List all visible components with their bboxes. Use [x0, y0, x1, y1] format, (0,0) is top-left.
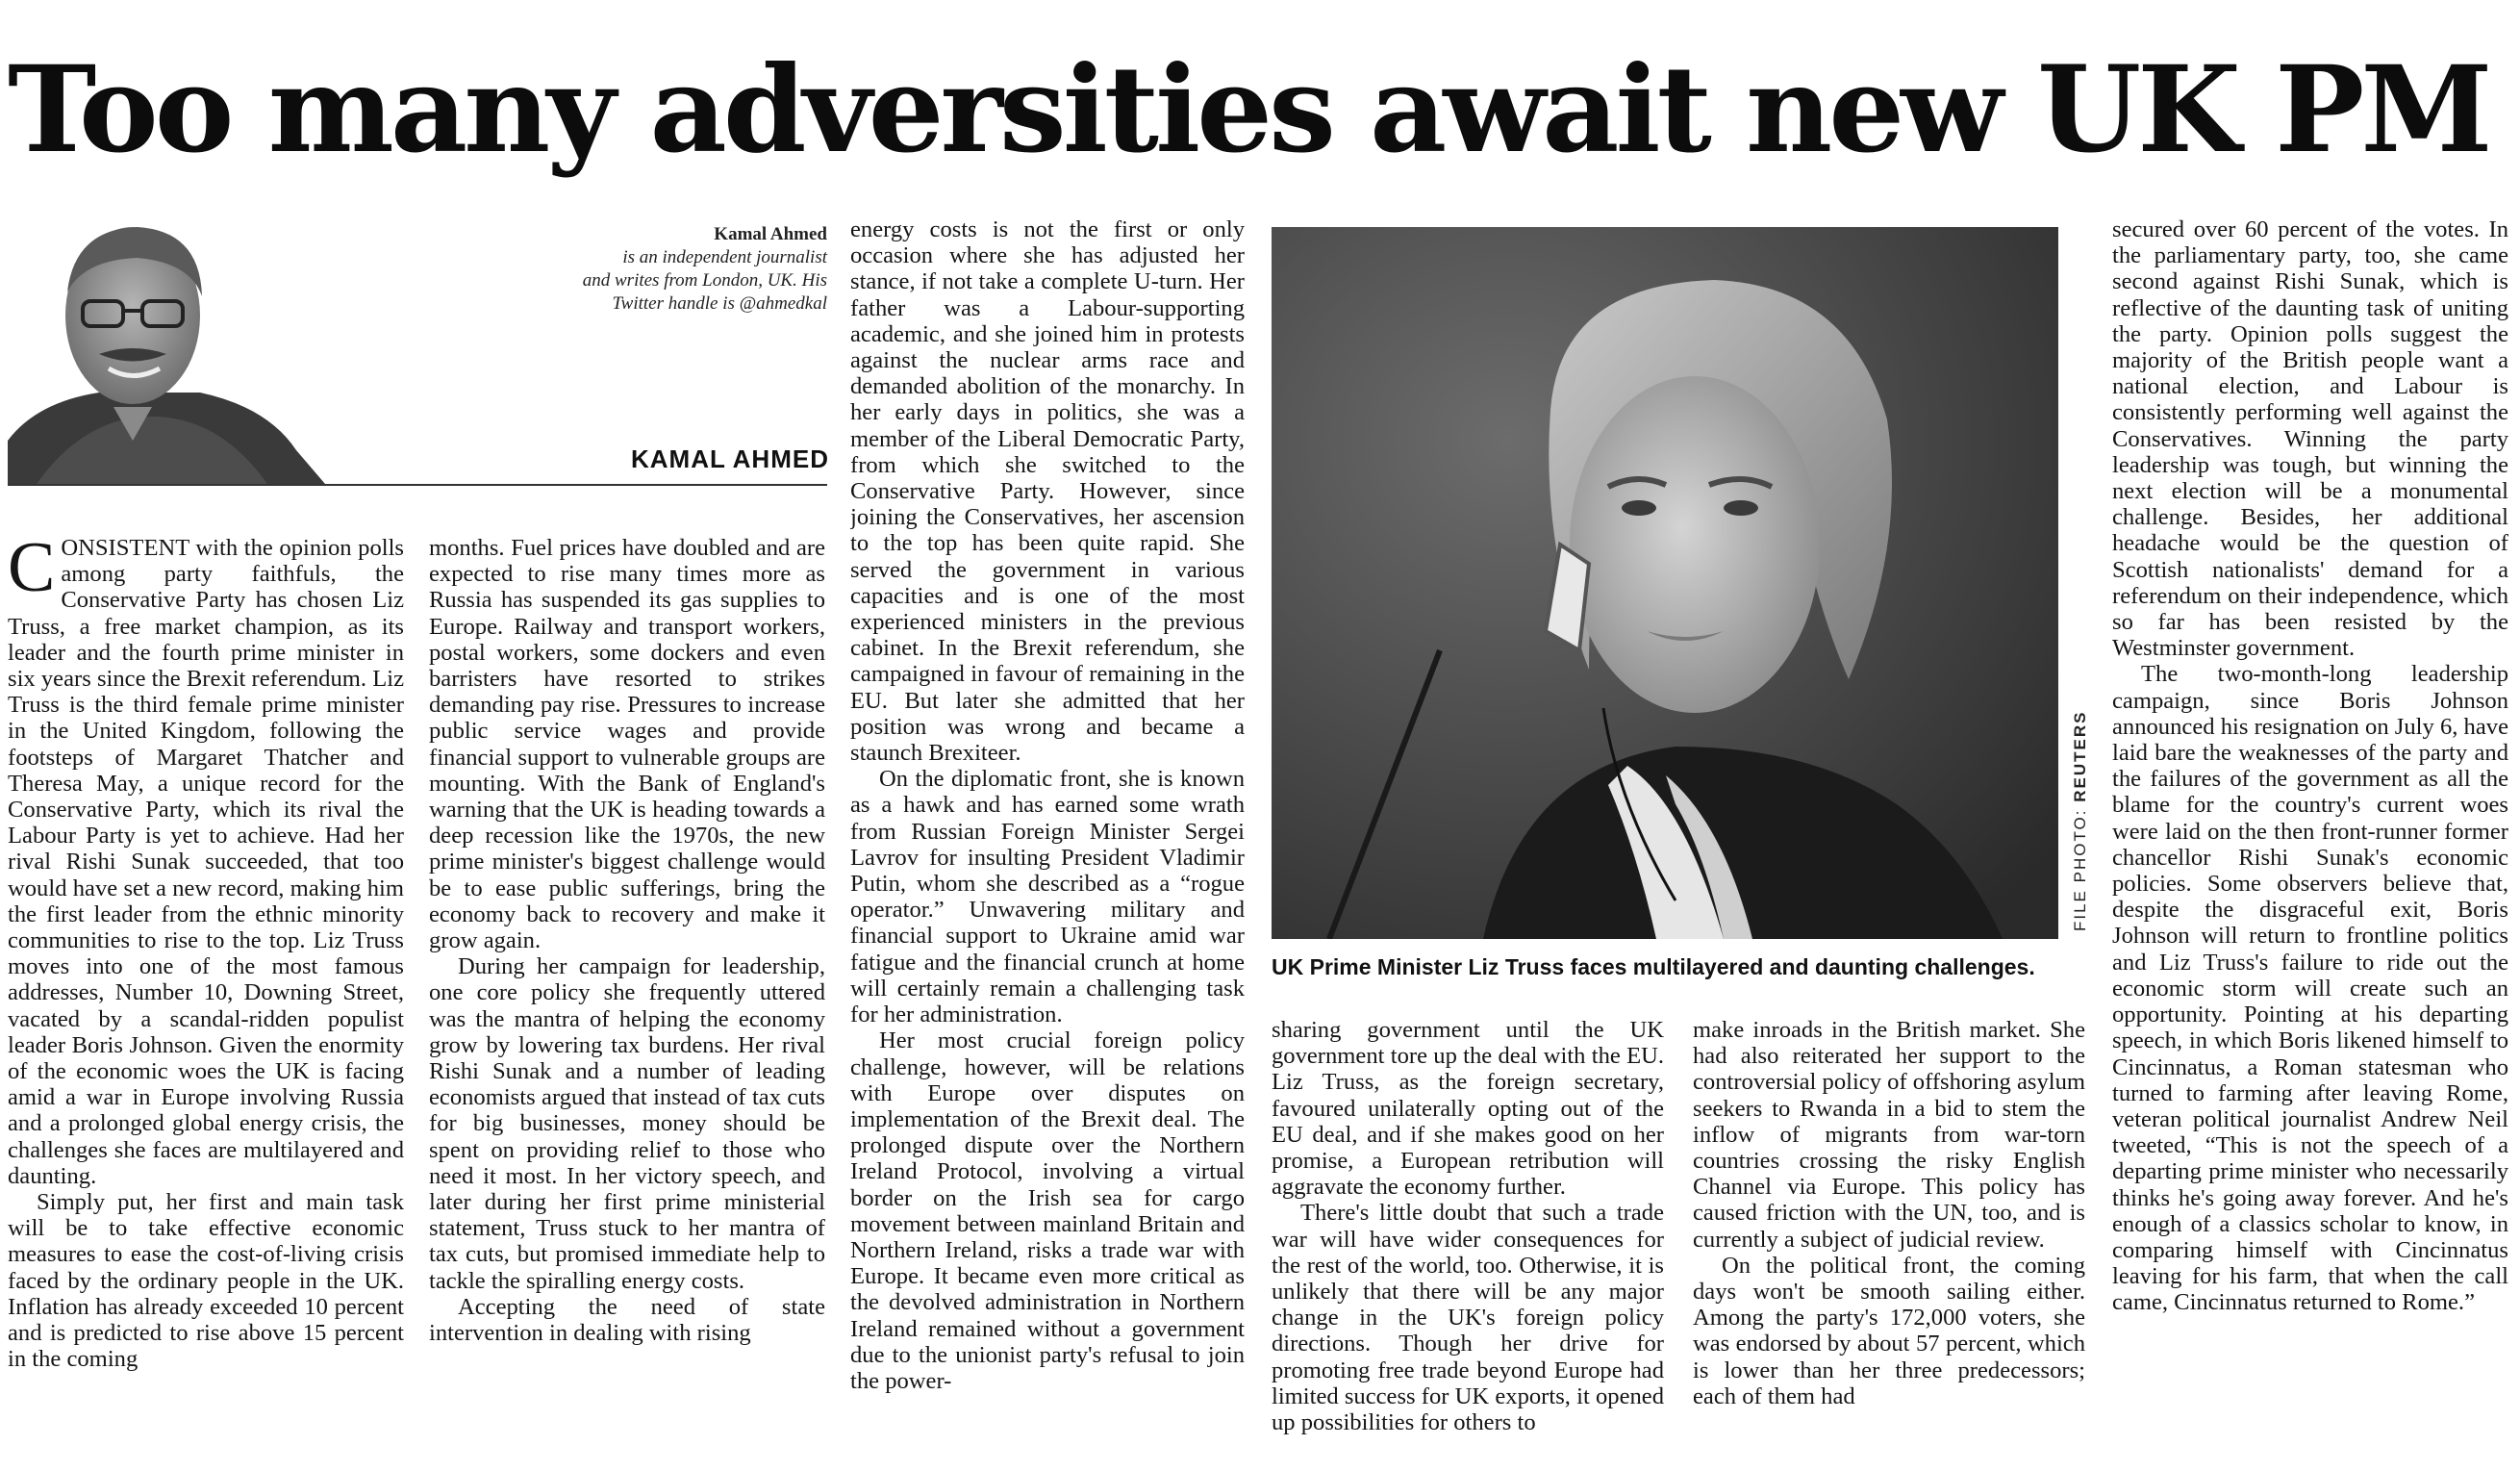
article-paragraph: There's little doubt that such a trade war will have wider consequences for the rest of the world, too. Otherwise, it is unlikely that there will be any major change in the UK's foreign policy directions. Though her drive for promoting free trade beyond Europe had limited success for UK exports, it opened up possibilities for others to	[1272, 1200, 1664, 1436]
article-paragraph: On the diplomatic front, she is known as a hawk and has earned some wrath from Russian Foreign Minister Sergei Lavrov for insulting President Vladimir Putin, whom she described as a “rogue operator.” Unwavering military and financial support to Ukraine amid war fatigue and the financial crunch at home will certainly remain a challenging task for her administration.	[850, 766, 1245, 1028]
article-paragraph	[8, 535, 404, 1189]
article-column-5	[1693, 1017, 2085, 1459]
article-paragraph: sharing government until the UK government tore up the deal with the EU. Liz Truss, as the foreign secretary, favoured unilaterally opting out of the EU deal, and if she makes good on her promise, a European retribution will aggravate the economy further.	[1272, 1017, 1664, 1201]
article-column-4	[1272, 1017, 1664, 1459]
photo-credit	[2071, 711, 2090, 931]
article-paragraph: energy costs is not the first or only occasion where she has adjusted her stance, if not take a complete U-turn. Her father was a Labour-supporting academic, and she joined him in protests against the nuclear arms race and demanded abolition of the monarchy. In her early days in politics, she was a member of the Liberal Democratic Party, from which she switched to the Conservative Party. However, since joining the Conservatives, her ascension to the top has been quite rapid. She served the government in various capacities and is one of the most experienced ministers in the previous cabinet. In the Brexit referendum, she campaigned in favour of remaining in the EU. But later she admitted that her position was wrong and became a staunch Brexiteer.	[850, 216, 1245, 767]
article-column-2	[429, 535, 825, 1458]
article-paragraph: Accepting the need of state intervention in dealing with rising	[429, 1293, 825, 1347]
article-column-1	[8, 535, 404, 1458]
paragraph-text: ONSISTENT with the opinion polls among party faithfuls, the Conservative Party has chosen Liz Truss, a free market champion, as its leader and the fourth prime minister in six years since the Brexit referendum. Liz Truss is the third female prime minister in the United Kingdom, following the footsteps of Margaret Thatcher and Theresa May, a unique record for the Conservative Party, which its rival the Labour Party is yet to achieve. Had her rival Rishi Sunak succeeded, that too would have set a new record, making him the first leader from the ethnic minority communities to rise to the top. Liz Truss moves into one of the most famous addresses, Number 10, Downing Street, vacated by a scandal-ridden populist leader Boris Johnson. Given the enormity of the economic woes the UK is facing amid a war in Europe involving Russia and a prolonged global energy crisis, the challenges she faces are multilayered and daunting.	[8, 535, 404, 1189]
author-photo	[8, 210, 344, 484]
byline-rule	[8, 484, 827, 486]
article-paragraph: Simply put, her first and main task will be to take effective economic measures to ease the cost-of-living crisis faced by the ordinary people in the UK. Inflation has already exceeded 10 percent and is predicted to rise above 15 percent in the coming	[8, 1189, 404, 1373]
photo-credit-source: REUTERS	[2071, 710, 2089, 802]
article-paragraph: On the political front, the coming days won't be smooth sailing either. Among the party's 172,000 voters, she was endorsed by about 57 percent, which is lower than her three predecessors; each of them had	[1693, 1252, 2085, 1409]
article-paragraph: The two-month-long leadership campaign, since Boris Johnson announced his resignation on July 6, have laid bare the weaknesses of the party and the failures of the government as all the blame for the country's current woes were laid on the then front-runner former chancellor Rishi Sunak's economic policies. Some observers believe that, despite the disgraceful exit, Boris Johnson will return to frontline politics and Liz Truss's failure to ride out the economic storm will create such an opportunity. Pointing at his departing speech, in which Boris likened himself to Cincinnatus, a Roman statesman who turned to farming after leaving Rome, veteran political journalist Andrew Neil tweeted, “This is not the speech of a departing prime minister who necessarily thinks he's going away forever. And he's enough of a classics scholar to know, in comparing himself with Cincinnatus leaving for his farm, that when the call came, Cincinnatus returned to Rome.”	[2112, 661, 2508, 1316]
article-paragraph: make inroads in the British market. She had also reiterated her support to the controversial policy of offshoring asylum seekers to Rwanda in a bid to stem the inflow of migrants from war-torn countries crossing the risky English Channel via Europe. This policy has caused friction with the UN, too, and is currently a subject of judicial review.	[1693, 1017, 2085, 1253]
photo-credit-prefix: FILE PHOTO:	[2071, 808, 2089, 931]
article-paragraph: secured over 60 percent of the votes. In the parliamentary party, too, she came second against Rishi Sunak, which is reflective of the daunting task of uniting the party. Opinion polls suggest the majority of the British people want a national election, and Labour is consistently performing well against the Conservatives. Winning the party leadership was tough, but winning the next election will be a monumental challenge. Besides, her additional headache would be the question of Scottish nationalists' demand for a referendum on their independence, which so far has been resisted by the Westminster government.	[2112, 216, 2508, 662]
article-paragraph: months. Fuel prices have doubled and are expected to rise many times more as Russia has suspended its gas supplies to Europe. Railway and transport workers, postal workers, some dockers and even barristers have resorted to strikes demanding pay rise. Pressures to increase public service wages and provide financial support to vulnerable groups are mounting. With the Bank of England's warning that the UK is heading towards a deep recession like the 1970s, the new prime minister's biggest challenge would be to ease public sufferings, bring the economy back to recovery and make it grow again.	[429, 535, 825, 954]
author-bio-line: is an independent journalist	[622, 247, 827, 267]
article-paragraph: Her most crucial foreign policy challenge, however, will be relations with Europe over disputes on implementation of the Brexit deal. The prolonged dispute over the Northern Ireland Protocol, involving a virtual border on the Irish sea for cargo movement between mainland Britain and Northern Ireland, risks a trade war with Europe. It became even more critical as the devolved administration in Northern Ireland remained without a government due to the unionist party's refusal to join the power-	[850, 1027, 1245, 1394]
drop-cap: C	[8, 535, 56, 607]
author-bio-line: Twitter handle is @ahmedkal	[612, 293, 827, 314]
article-column-6	[2112, 216, 2508, 1467]
author-bio	[539, 223, 827, 316]
author-bio-line: and writes from London, UK. His	[582, 270, 827, 291]
headline: Too many adversities await new UK PM	[8, 40, 2489, 180]
byline-name: KAMAL AHMED	[631, 444, 829, 473]
author-name-small: Kamal Ahmed	[714, 224, 827, 244]
photo-caption: UK Prime Minister Liz Truss faces multilayered and daunting challenges.	[1272, 954, 2035, 979]
article-paragraph: During her campaign for leadership, one core policy she frequently uttered was the mantra of helping the economy grow by lowering tax burdens. Her rival Rishi Sunak and a number of leading economists argued that instead of tax cuts for big businesses, money should be spent on providing relief to those who need it most. In her victory speech, and later during her first prime ministerial statement, Truss stuck to her mantra of tax cuts, but promised immediate help to tackle the spiralling energy costs.	[429, 953, 825, 1294]
article-column-3	[850, 216, 1245, 1459]
main-photo	[1272, 227, 2058, 939]
